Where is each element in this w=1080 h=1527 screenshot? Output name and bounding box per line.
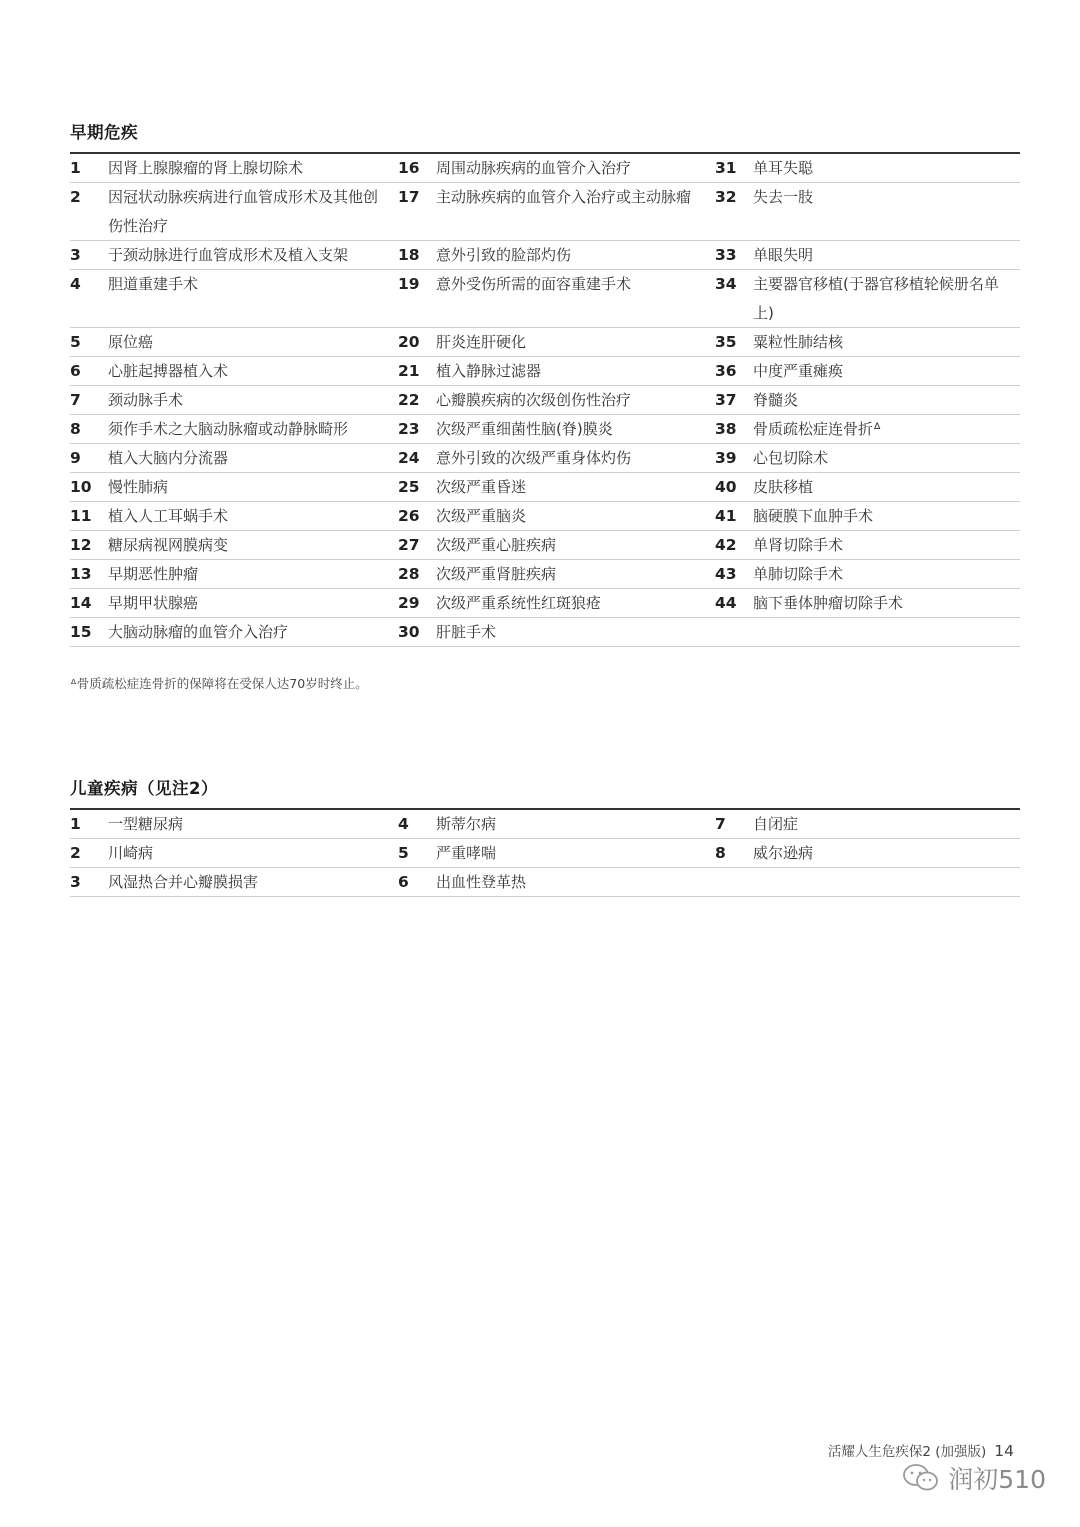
list-item (715, 868, 1020, 897)
section-title: 早期危疾 (70, 123, 138, 142)
watermark (902, 1460, 1046, 1496)
list-item: 4 斯蒂尔病 (398, 810, 715, 839)
child-col-3 (715, 810, 1020, 897)
page-number: 14 (994, 1442, 1014, 1460)
section-title: 儿童疾病（见注2） (70, 779, 218, 798)
list-item: 11 植入人工耳蜗手术 (70, 502, 398, 531)
list-item: 1 一型糖尿病 (70, 810, 398, 839)
list-item: 17 主动脉疾病的血管介入治疗或主动脉瘤 (398, 183, 715, 241)
list-item: 2 因冠状动脉疾病进行血管成形术及其他创伤性治疗 (70, 183, 398, 241)
list-item: 12 糖尿病视网膜病变 (70, 531, 398, 560)
list-item: 40 皮肤移植 (715, 473, 1020, 502)
wechat-icon (902, 1463, 940, 1493)
list-item: 2 川崎病 (70, 839, 398, 868)
list-item: 22 心瓣膜疾病的次级创伤性治疗 (398, 386, 715, 415)
list-item: 6 心脏起搏器植入术 (70, 357, 398, 386)
list-item: 6 出血性登革热 (398, 868, 715, 897)
list-item: 5 严重哮喘 (398, 839, 715, 868)
list-item: 31 单耳失聪 (715, 154, 1020, 183)
list-item: 9 植入大脑内分流器 (70, 444, 398, 473)
list-item: 13 早期恶性肿瘤 (70, 560, 398, 589)
footnote: ᐞ骨质疏松症连骨折的保障将在受保人达70岁时终止。 (70, 676, 368, 691)
list-item: 14 早期甲状腺癌 (70, 589, 398, 618)
list-item: 36 中度严重瘫痪 (715, 357, 1020, 386)
list-item: 4 胆道重建手术 (70, 270, 398, 328)
list-item: 39 心包切除术 (715, 444, 1020, 473)
list-item: 16 周围动脉疾病的血管介入治疗 (398, 154, 715, 183)
list-item: 44 脑下垂体肿瘤切除手术 (715, 589, 1020, 618)
early-table (70, 154, 1020, 647)
list-item: 3 于颈动脉进行血管成形术及植入支架 (70, 241, 398, 270)
list-item: 7 自闭症 (715, 810, 1020, 839)
list-item (715, 618, 1020, 647)
list-item: 23 次级严重细菌性脑(脊)膜炎 (398, 415, 715, 444)
list-item: 41 脑硬膜下血肿手术 (715, 502, 1020, 531)
list-item: 38 骨质疏松症连骨折ᐞ (715, 415, 1020, 444)
list-item: 19 意外受伤所需的面容重建手术 (398, 270, 715, 328)
child-col-2 (398, 810, 715, 897)
list-item: 20 肝炎连肝硬化 (398, 328, 715, 357)
list-item: 25 次级严重昏迷 (398, 473, 715, 502)
early-col-2 (398, 154, 715, 647)
early-col-3 (715, 154, 1020, 647)
list-item: 35 粟粒性肺结核 (715, 328, 1020, 357)
child-section (70, 776, 1020, 897)
list-item: 7 颈动脉手术 (70, 386, 398, 415)
footer-doc-title (828, 1440, 1014, 1460)
list-item: 28 次级严重肾脏疾病 (398, 560, 715, 589)
doc-title: 活耀人生危疾保2 (加强版) (827, 1444, 987, 1460)
list-item: 43 单肺切除手术 (715, 560, 1020, 589)
list-item: 15 大脑动脉瘤的血管介入治疗 (70, 618, 398, 647)
early-col-1 (70, 154, 398, 647)
list-item: 26 次级严重脑炎 (398, 502, 715, 531)
list-item: 37 脊髓炎 (715, 386, 1020, 415)
child-col-1 (70, 810, 398, 897)
list-item: 3 风湿热合并心瓣膜损害 (70, 868, 398, 897)
list-item: 8 威尔逊病 (715, 839, 1020, 868)
list-item: 42 单肾切除手术 (715, 531, 1020, 560)
list-item: 1 因肾上腺腺瘤的肾上腺切除术 (70, 154, 398, 183)
list-item: 27 次级严重心脏疾病 (398, 531, 715, 560)
watermark-text: 润初510 (948, 1465, 1046, 1494)
list-item: 32 失去一肢 (715, 183, 1020, 241)
early-section (70, 120, 1020, 647)
list-item: 18 意外引致的脸部灼伤 (398, 241, 715, 270)
list-item: 33 单眼失明 (715, 241, 1020, 270)
list-item: 30 肝脏手术 (398, 618, 715, 647)
list-item: 34 主要器官移植(于器官移植轮候册名单上) (715, 270, 1020, 328)
list-item: 29 次级严重系统性红斑狼疮 (398, 589, 715, 618)
list-item: 5 原位癌 (70, 328, 398, 357)
child-table (70, 810, 1020, 897)
list-item: 21 植入静脉过滤器 (398, 357, 715, 386)
list-item: 8 须作手术之大脑动脉瘤或动静脉畸形 (70, 415, 398, 444)
list-item: 24 意外引致的次级严重身体灼伤 (398, 444, 715, 473)
list-item: 10 慢性肺病 (70, 473, 398, 502)
